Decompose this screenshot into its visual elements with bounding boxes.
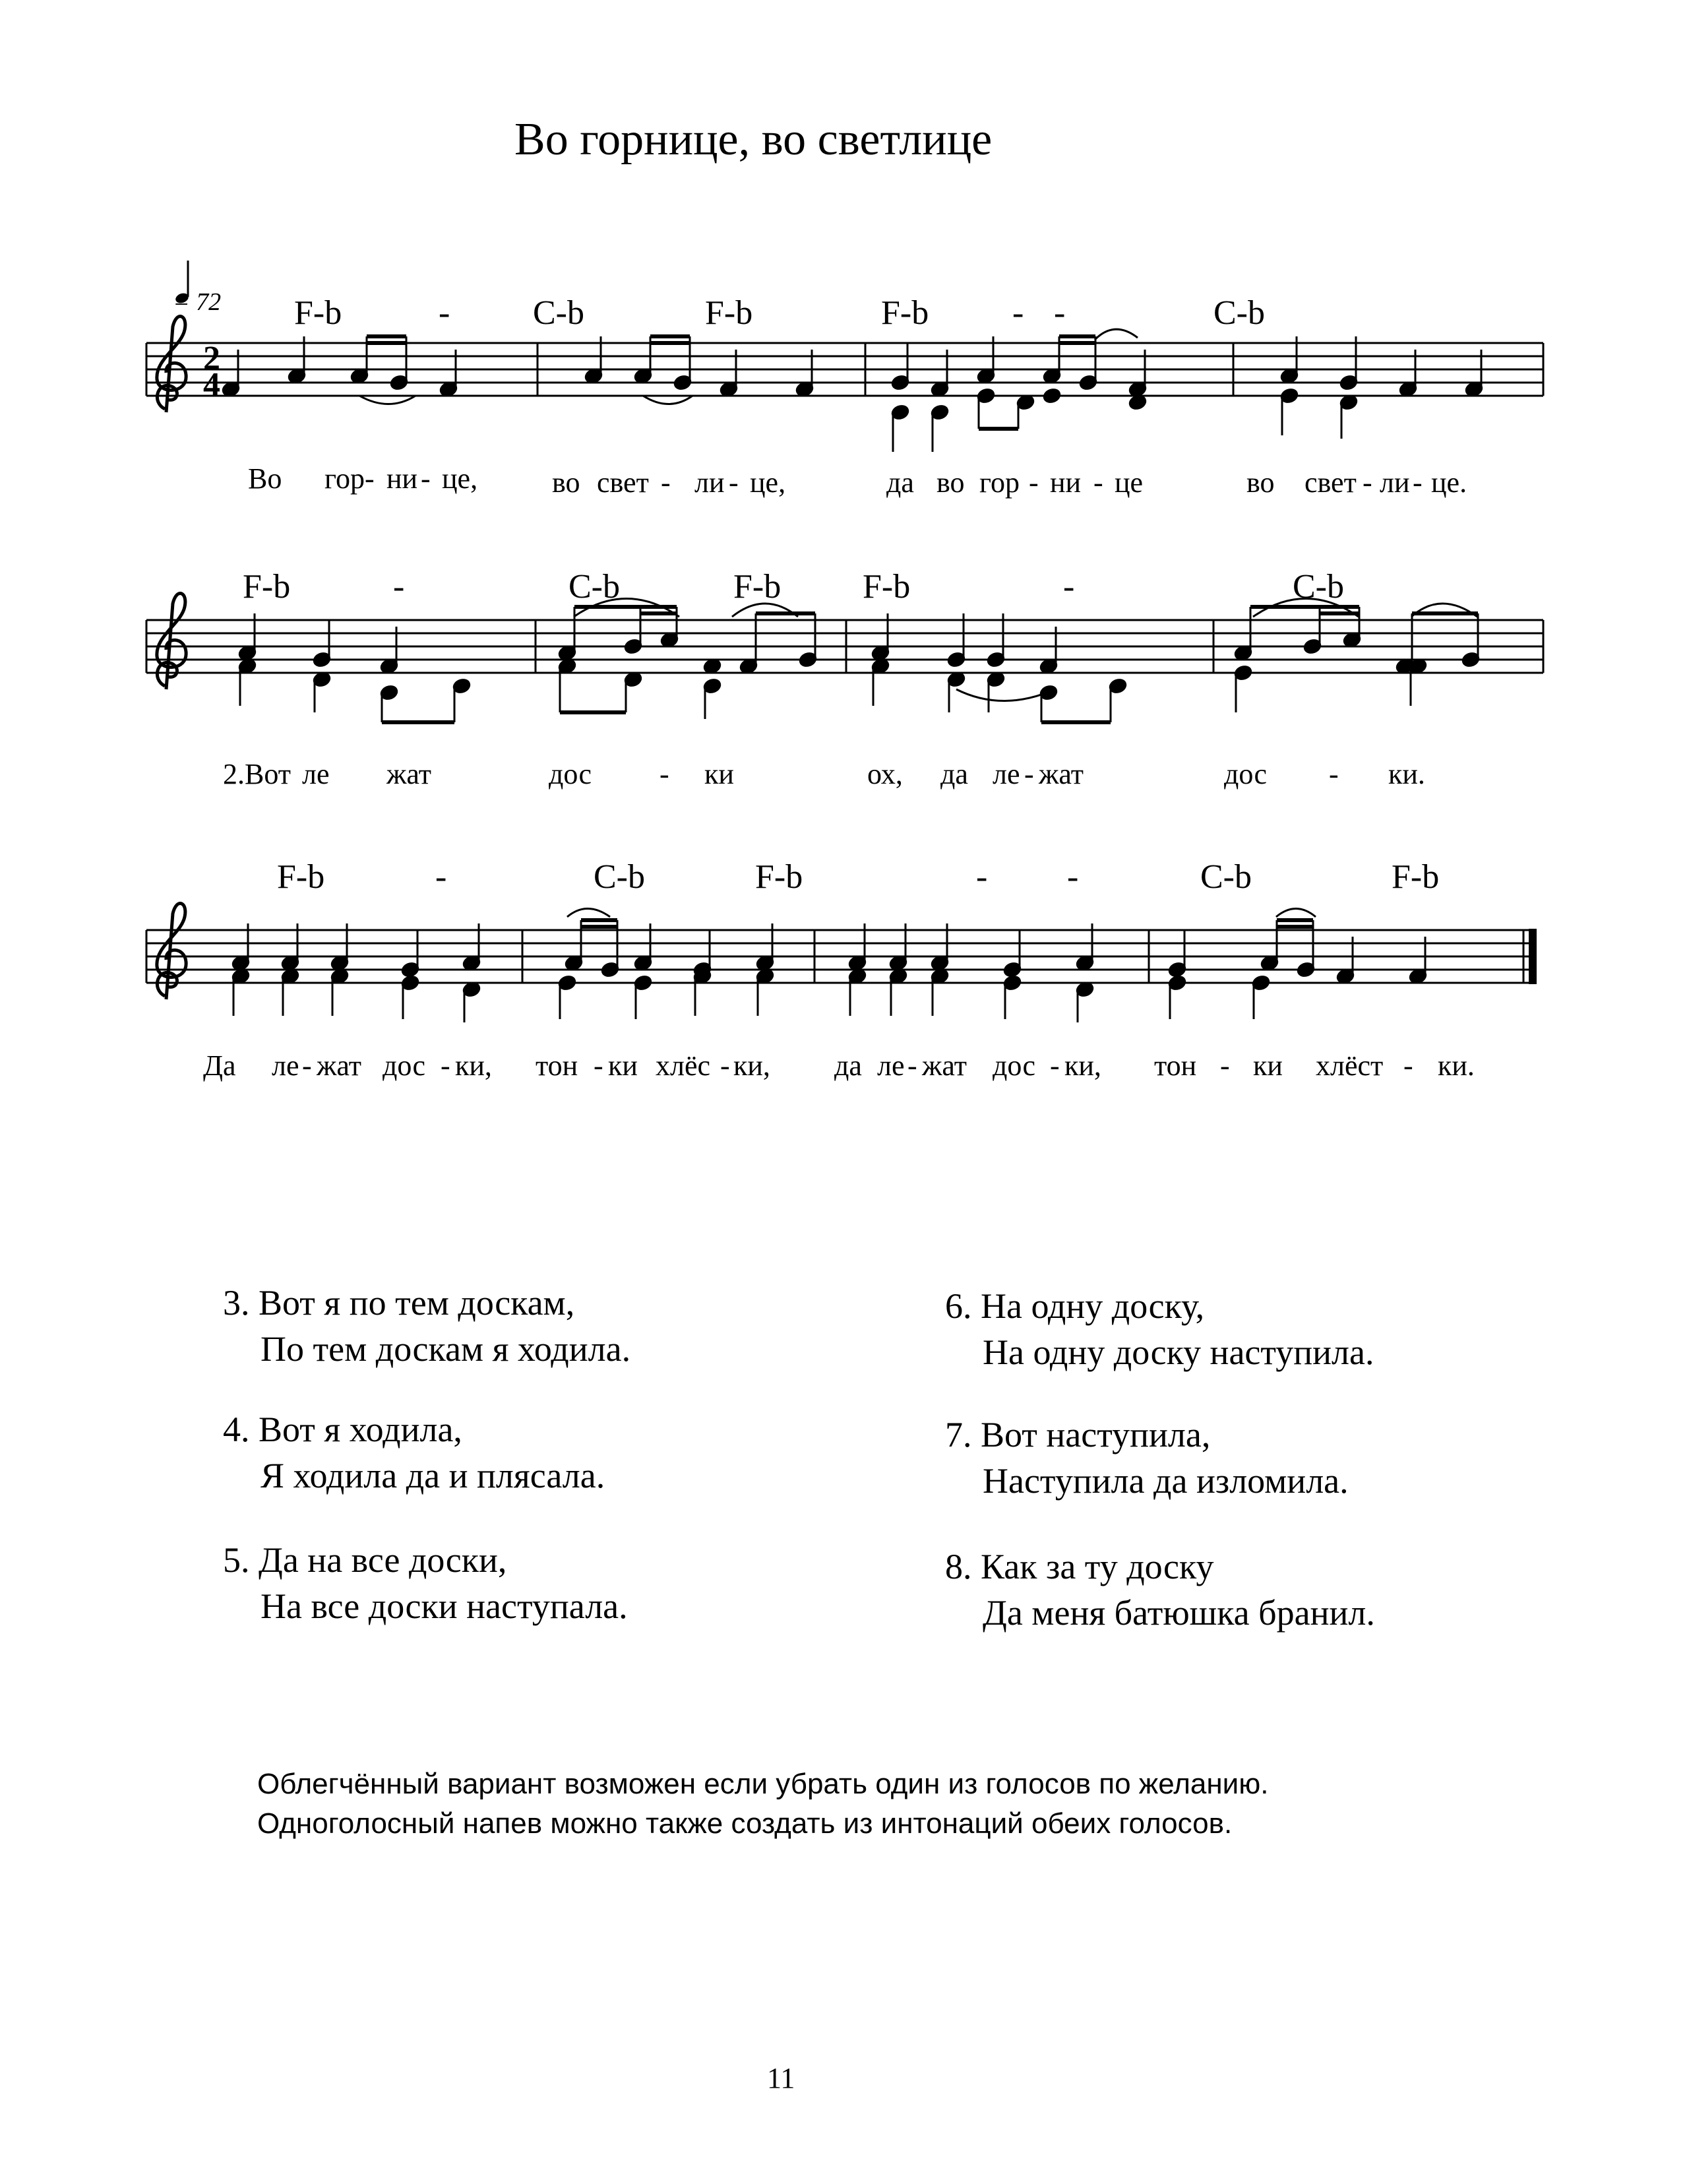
treble-clefs xyxy=(157,317,186,999)
chord: F-b xyxy=(294,294,342,332)
chord: C-b xyxy=(1293,568,1344,606)
lyric-syllable: дос xyxy=(383,1049,426,1082)
lyric-syllable: ки xyxy=(1253,1049,1283,1082)
lyric-syllable: дос xyxy=(993,1049,1036,1082)
tempo-mark: = 72 xyxy=(173,288,222,316)
verse-line: 5. Да на все доски, xyxy=(223,1540,507,1580)
lyric-syllable: жат xyxy=(1039,758,1084,790)
lyric-syllable: ле xyxy=(877,1049,905,1082)
time-signature xyxy=(203,340,220,404)
verse-line: Наступила да изломила. xyxy=(983,1461,1349,1501)
lyric-syllable: ки. xyxy=(1388,758,1425,790)
lyric-syllable: - xyxy=(1329,758,1339,790)
staff-2-lines xyxy=(146,620,1543,673)
lyric-syllable: да xyxy=(940,758,968,790)
lyric-syllable: ни xyxy=(386,462,418,495)
lyric-syllable: ни xyxy=(1050,466,1082,499)
chord: C-b xyxy=(568,568,620,606)
chord: - xyxy=(1067,858,1079,896)
system-1-notes xyxy=(222,336,1484,452)
chord: C-b xyxy=(1200,858,1252,896)
lyric-syllable: ки xyxy=(608,1049,638,1082)
lyric-syllable: Да xyxy=(203,1049,236,1082)
lyric-syllable: - xyxy=(594,1049,603,1082)
lyric-syllable: - xyxy=(441,1049,450,1082)
system-2-notes xyxy=(238,607,1481,722)
footnote-line-1: Облегчённый вариант возможен если убрать один из голосов по желанию. xyxy=(257,1768,1269,1800)
staff-3-lines xyxy=(146,930,1537,983)
lyric-syllable: це xyxy=(1115,466,1144,499)
chord: - xyxy=(976,858,988,896)
lyric-syllable: во xyxy=(1246,466,1275,499)
page-number: 11 xyxy=(767,2062,795,2094)
verse-line: 3. Вот я по тем доскам, xyxy=(223,1283,575,1323)
lyric-syllable: - xyxy=(302,1049,312,1082)
lyric-syllable: во xyxy=(552,466,580,499)
lyric-syllable: ли xyxy=(694,466,725,499)
lyric-syllable: - xyxy=(659,758,669,790)
lyric-syllable: - xyxy=(1093,466,1103,499)
chord: C-b xyxy=(1213,294,1265,332)
verse-line: На все доски наступала. xyxy=(261,1586,628,1626)
lyric-syllable: свет xyxy=(597,466,649,499)
lyric-syllable: - xyxy=(661,466,671,499)
lyric-syllable: дос xyxy=(1224,758,1268,790)
chord: F-b xyxy=(705,294,753,332)
verse-line: 7. Вот наступила, xyxy=(945,1415,1211,1454)
lyric-syllable: - xyxy=(1024,758,1034,790)
lyric-syllable: - xyxy=(729,466,739,499)
verse-line: 4. Вот я ходила, xyxy=(223,1410,462,1449)
lyric-syllable: це, xyxy=(750,466,786,499)
lyric-syllable: жат xyxy=(386,758,432,790)
lyric-syllable: ле xyxy=(302,758,330,790)
footnote-line-2: Одноголосный напев можно также создать из интонаций обеих голосов. xyxy=(257,1807,1233,1840)
chord: F-b xyxy=(243,568,291,606)
lyric-syllable: ки, xyxy=(733,1049,770,1082)
verse-3 xyxy=(223,1280,630,1372)
verse-line: По тем доскам я ходила. xyxy=(261,1329,631,1369)
chord: - xyxy=(439,294,450,332)
chord: F-b xyxy=(277,858,325,896)
song-title: Во горнице, во светлице xyxy=(514,114,993,165)
lyric-syllable: тон xyxy=(536,1049,578,1082)
lyric-syllable: ки, xyxy=(455,1049,492,1082)
lyric-syllable: тон xyxy=(1154,1049,1197,1082)
svg-text:4: 4 xyxy=(203,366,220,404)
verse-line: 6. На одну доску, xyxy=(945,1286,1205,1326)
chord: F-b xyxy=(733,568,782,606)
verse-5 xyxy=(223,1537,628,1629)
staff-1-lines xyxy=(146,343,1543,396)
lyric-syllable: це, xyxy=(442,462,478,495)
system-3-notes xyxy=(231,920,1428,1022)
lyric-syllable: ки. xyxy=(1438,1049,1475,1082)
lyric-syllable: да xyxy=(886,466,914,499)
lyric-syllable: - xyxy=(1403,1049,1413,1082)
lyric-syllable: хлёст xyxy=(1316,1049,1384,1082)
lyric-syllable: - xyxy=(1220,1049,1230,1082)
lyric-syllable: жат xyxy=(922,1049,967,1082)
lyric-syllable: - xyxy=(907,1049,917,1082)
verse-4 xyxy=(223,1406,605,1499)
chord: - xyxy=(435,858,447,896)
chord: - xyxy=(1063,568,1075,606)
verse-6 xyxy=(945,1283,1374,1375)
chord: F-b xyxy=(1392,858,1440,896)
verse-line: 8. Как за ту доску xyxy=(945,1547,1214,1586)
lyric-syllable: 2.Вот xyxy=(223,758,291,790)
lyric-syllable: жат xyxy=(317,1049,362,1082)
slurs xyxy=(359,329,1477,917)
lyric-syllable: - xyxy=(421,462,431,495)
lyric-syllable: гор xyxy=(979,466,1020,499)
lyric-syllable: ле xyxy=(993,758,1020,790)
chord: - xyxy=(1012,294,1024,332)
verse-line: Я ходила да и плясала. xyxy=(261,1456,605,1495)
chord: C-b xyxy=(533,294,584,332)
lyric-syllable: ки, xyxy=(1064,1049,1101,1082)
chord: F-b xyxy=(755,858,803,896)
lyric-syllable: - xyxy=(1363,466,1372,499)
lyric-syllable: свет xyxy=(1304,466,1357,499)
chord: C-b xyxy=(594,858,645,896)
lyric-syllable: хлёс xyxy=(656,1049,711,1082)
lyric-syllable: це. xyxy=(1431,466,1467,499)
verse-8 xyxy=(945,1544,1375,1636)
verse-7 xyxy=(945,1412,1349,1504)
lyric-syllable: дос xyxy=(549,758,592,790)
lyric-syllable: - xyxy=(720,1049,730,1082)
svg-text:2: 2 xyxy=(203,340,220,377)
chord: - xyxy=(393,568,405,606)
chord: - xyxy=(1054,294,1066,332)
lyric-syllable: во xyxy=(936,466,965,499)
chord: F-b xyxy=(881,294,929,332)
lyric-syllable: - xyxy=(1029,466,1039,499)
lyric-syllable: - xyxy=(1413,466,1423,499)
lyric-syllable: Во xyxy=(248,462,282,495)
verse-line: На одну доску наступила. xyxy=(983,1332,1374,1372)
lyric-syllable: ох, xyxy=(867,758,903,790)
lyric-syllable: да xyxy=(834,1049,862,1082)
lyric-syllable: - xyxy=(1050,1049,1060,1082)
lyric-syllable: ли xyxy=(1380,466,1410,499)
lyric-syllable: ки xyxy=(704,758,734,790)
lyric-syllable: гор- xyxy=(324,462,375,495)
lyric-syllable: ле xyxy=(272,1049,299,1082)
chord: F-b xyxy=(863,568,911,606)
verse-line: Да меня батюшка бранил. xyxy=(983,1593,1375,1633)
